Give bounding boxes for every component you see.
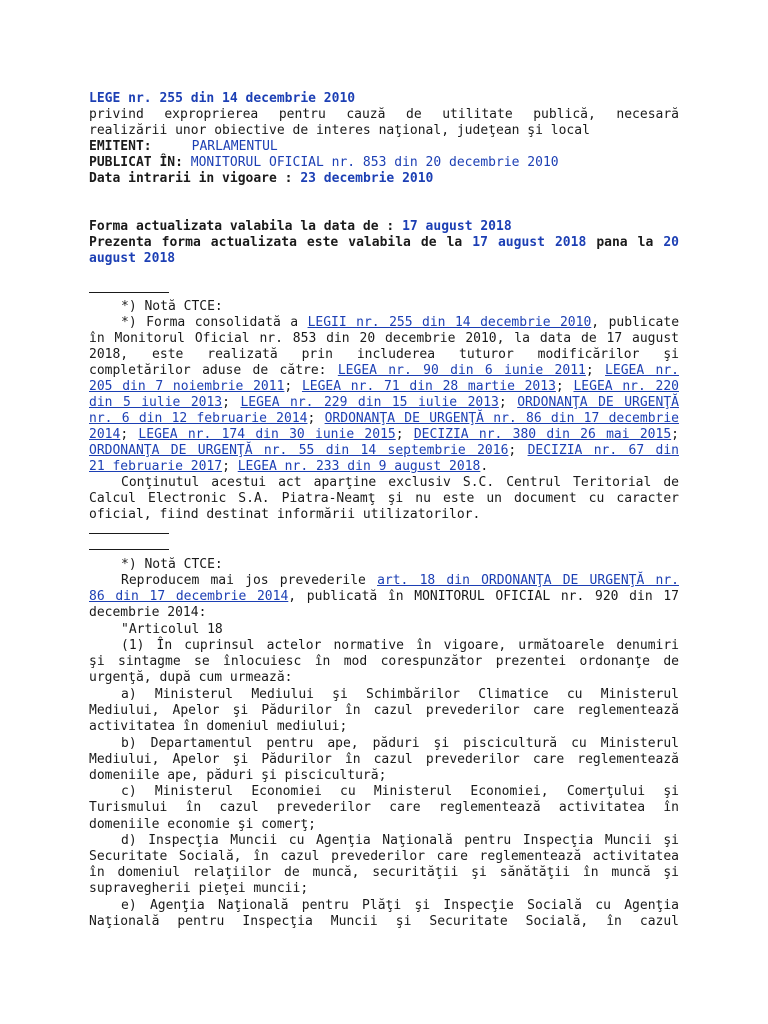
item-line: Securitate Socială, în cazul prevederilor care reglementează activitatea bbox=[89, 849, 679, 864]
item-line bbox=[89, 898, 679, 914]
vigoare-value: 23 decembrie 2010 bbox=[300, 171, 434, 186]
link-art-18-oug-86[interactable]: 86 din 17 decembrie 2014 bbox=[89, 589, 289, 604]
nota-heading bbox=[89, 299, 679, 315]
nota-line: oficial, fiind destinat informării utilizatorilor. bbox=[89, 507, 481, 522]
link-oug-55[interactable]: ORDONANŢA DE URGENŢĂ nr. 55 din 14 septembrie 2016 bbox=[89, 443, 509, 458]
link-oug-6[interactable]: nr. 6 din 12 februarie 2014 bbox=[89, 411, 308, 426]
nota-line bbox=[89, 475, 679, 491]
link-legea-174[interactable]: LEGEA nr. 174 din 30 iunie 2015 bbox=[138, 427, 396, 442]
nota-line bbox=[89, 443, 679, 459]
text: *) Forma consolidată a bbox=[121, 315, 299, 330]
law-title: LEGE nr. 255 din 14 decembrie 2010 bbox=[89, 91, 356, 106]
text: ; bbox=[498, 395, 507, 410]
item-line bbox=[89, 833, 679, 849]
publicat-value: MONITORUL OFICIAL nr. 853 din 20 decembrie 2010 bbox=[190, 155, 559, 170]
text: ; bbox=[222, 395, 230, 410]
law-description-line: realizării unor obiective de interes naţional, judeţean şi local bbox=[89, 123, 590, 138]
link-legea-233[interactable]: LEGEA nr. 233 din 9 august 2018 bbox=[237, 459, 481, 474]
text: (1) În cuprinsul actelor normative în vigoare, următoarele denumiri bbox=[121, 638, 679, 653]
publicat-label: PUBLICAT ÎN: bbox=[89, 155, 183, 170]
link-decizia-380[interactable]: DECIZIA nr. 380 din 26 mai 2015 bbox=[413, 427, 672, 442]
interval-to: 20 bbox=[663, 235, 679, 250]
nota-heading bbox=[89, 557, 679, 573]
text: ; bbox=[307, 411, 316, 426]
nota-line bbox=[89, 411, 679, 427]
item-line: Mediului, Apelor şi Pădurilor în cazul prevederilor care reglementează bbox=[89, 752, 679, 767]
item-line: Mediului, Apelor şi Pădurilor în cazul prevederilor care reglementează bbox=[89, 703, 679, 718]
link-decizia-67[interactable]: DECIZIA nr. 67 din bbox=[527, 443, 679, 458]
nota-line bbox=[89, 363, 679, 379]
emitent-row bbox=[89, 139, 679, 155]
link-legea-205[interactable]: 205 din 7 noiembrie 2011 bbox=[89, 379, 285, 394]
text: ; bbox=[222, 459, 230, 474]
text: a) Ministerul Mediului şi Schimbărilor Climatice cu Ministerul bbox=[121, 687, 679, 702]
paragraph-line: urgenţă, după cum urmează: bbox=[89, 670, 293, 685]
forma-date: 17 august 2018 bbox=[402, 219, 512, 234]
link-legea-90[interactable]: LEGEA nr. 90 din 6 iunie 2011 bbox=[337, 363, 586, 378]
item-line: activitatea în domeniul mediului; bbox=[89, 719, 348, 734]
item-line: în domeniul relaţiilor de muncă, securităţii şi sănătăţii în muncă şi bbox=[89, 865, 679, 880]
nota-line: Calcul Electronic S.A. Piatra-Neamţ şi nu este un document cu caracter bbox=[89, 491, 679, 506]
link-legea-220[interactable]: din 5 iulie 2013 bbox=[89, 395, 223, 410]
forma-valabila-row bbox=[89, 219, 679, 235]
link-legea-229[interactable]: LEGEA nr. 229 din 15 iulie 2013 bbox=[240, 395, 499, 410]
item-line bbox=[89, 784, 679, 800]
text: ; bbox=[284, 379, 293, 394]
text: e) Agenţia Naţională pentru Plăţi şi Inspecţie Socială cu Agenţia bbox=[121, 898, 679, 913]
item-line bbox=[89, 687, 679, 703]
nota-line bbox=[89, 315, 679, 331]
text: , publicate bbox=[591, 315, 680, 330]
interval-from: 17 august 2018 bbox=[472, 235, 587, 250]
nota-line bbox=[89, 379, 679, 395]
interval-mid: pana la bbox=[596, 235, 654, 250]
vigoare-label: Data intrarii in vigoare : bbox=[89, 171, 293, 186]
text: ; bbox=[120, 427, 129, 442]
text: d) Inspecţia Muncii cu Agenţia Naţională pentru Inspecţia Muncii şi bbox=[121, 833, 679, 848]
vigoare-row bbox=[89, 171, 679, 187]
law-description-line: privind exproprierea pentru cauză de utilitate publică, necesară bbox=[89, 107, 679, 122]
nota-label: *) Notă CTCE: bbox=[121, 557, 223, 572]
nota-line bbox=[89, 573, 679, 589]
text: , publicată în MONITORUL OFICIAL nr. 920 din 17 bbox=[288, 589, 679, 604]
text: b) Departamentul pentru ape, păduri şi piscicultură cu Ministerul bbox=[121, 736, 679, 751]
text: "Articolul 18 bbox=[121, 622, 223, 637]
nota-line bbox=[89, 589, 679, 605]
text: ; bbox=[508, 443, 517, 458]
link-oug-6[interactable]: ORDONANŢA DE URGENŢĂ bbox=[517, 395, 679, 410]
emitent-label: EMITENT: bbox=[89, 139, 152, 154]
nota-line: decembrie 2014: bbox=[89, 605, 207, 620]
text: c) Ministerul Economiei cu Ministerul Economiei, Comerţului şi bbox=[121, 784, 679, 799]
nota-line: 2018, este realizată prin includerea tuturor modificărilor şi bbox=[89, 347, 679, 362]
separator-line bbox=[89, 292, 169, 293]
interval-to-continued: august 2018 bbox=[89, 251, 176, 266]
item-line: Naţională pentru Inspecţia Muncii şi Securitate Socială, în cazul bbox=[89, 914, 679, 929]
link-legea-220[interactable]: LEGEA nr. 220 bbox=[573, 379, 679, 394]
link-decizia-67[interactable]: 21 februarie 2017 bbox=[89, 459, 223, 474]
text: ; bbox=[585, 363, 594, 378]
separator-line bbox=[89, 549, 169, 550]
item-line: Turismului în cazul prevederilor care reglementează activitatea în bbox=[89, 800, 679, 815]
nota-line bbox=[89, 395, 679, 411]
text: ; bbox=[395, 427, 404, 442]
paragraph-line: şi sintagme se înlocuiesc în mod corespunzător prezentei ordonanţe de bbox=[89, 654, 679, 669]
interval-label: Prezenta forma actualizata este valabila de la bbox=[89, 235, 463, 250]
text: completărilor aduse de către: bbox=[89, 363, 327, 378]
paragraph-line bbox=[89, 638, 679, 654]
link-lege-255[interactable]: LEGII nr. 255 din 14 decembrie 2010 bbox=[307, 315, 592, 330]
link-legea-71[interactable]: LEGEA nr. 71 din 28 martie 2013 bbox=[301, 379, 556, 394]
emitent-value: PARLAMENTUL bbox=[191, 139, 278, 154]
link-oug-86[interactable]: 2014 bbox=[89, 427, 121, 442]
nota-line: în Monitorul Oficial nr. 853 din 20 decembrie 2010, la data de 17 august bbox=[89, 331, 679, 346]
text: Conţinutul acestui act aparţine exclusiv S.C. Centrul Teritorial de bbox=[121, 475, 679, 490]
article-heading bbox=[89, 622, 679, 638]
publicat-row bbox=[89, 155, 679, 171]
item-line: supravegherii pieţei muncii; bbox=[89, 881, 309, 896]
nota-line bbox=[89, 427, 679, 443]
text: Reproducem mai jos prevederile bbox=[121, 573, 366, 588]
link-legea-205[interactable]: LEGEA nr. bbox=[605, 363, 679, 378]
item-line bbox=[89, 736, 679, 752]
nota-line bbox=[89, 459, 679, 475]
link-oug-86[interactable]: ORDONANŢA DE URGENŢĂ nr. 86 din 17 decembrie bbox=[324, 411, 680, 426]
text: ; bbox=[671, 427, 679, 442]
nota-label: *) Notă CTCE: bbox=[121, 299, 223, 314]
forma-label: Forma actualizata valabila la data de : bbox=[89, 219, 395, 234]
text: ; bbox=[555, 379, 564, 394]
separator-line bbox=[89, 533, 169, 534]
forma-interval-row bbox=[89, 235, 679, 251]
link-art-18-oug-86[interactable]: art. 18 din ORDONANŢA DE URGENŢĂ nr. bbox=[377, 573, 679, 588]
item-line: domeniile economie şi comerţ; bbox=[89, 817, 316, 832]
text: . bbox=[480, 459, 489, 474]
item-line: domeniile ape, păduri şi piscicultură; bbox=[89, 768, 387, 783]
